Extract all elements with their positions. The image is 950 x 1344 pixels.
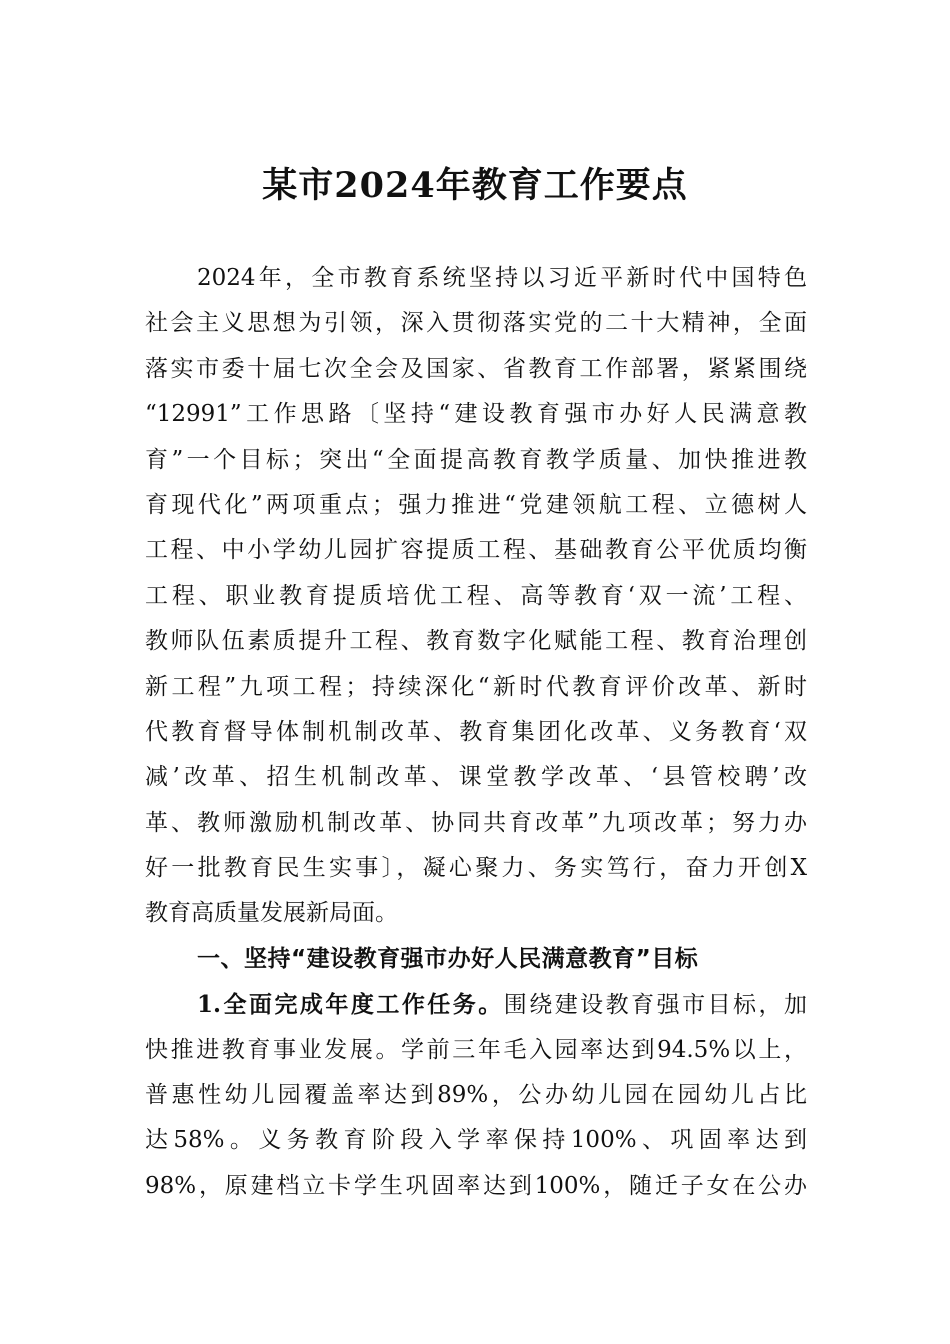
- intro-line: 育”一个目标；突出“全面提高教育教学质量、加快推进教: [145, 446, 807, 473]
- intro-line: 2024年，全市教育系统坚持以习近平新时代中国特色: [197, 265, 807, 291]
- intro-line: 社会主义思想为引领，深入贯彻落实党的二十大精神，全面: [145, 310, 807, 337]
- intro-line: 好一批教育民生实事〕，凝心聚力、务实笃行，奋力开创X: [145, 855, 807, 882]
- item-1-line: 达58%。义务教育阶段入学率保持100%、巩固率达到: [145, 1127, 807, 1154]
- document-body: [145, 256, 807, 1209]
- item-1-line: 普惠性幼儿园覆盖率达到89%，公办幼儿园在园幼儿占比: [145, 1082, 807, 1109]
- intro-line: 代教育督导体制机制改革、教育集团化改革、义务教育‘双: [145, 718, 807, 745]
- item-1-line: 快推进教育事业发展。学前三年毛入园率达到94.5%以上，: [145, 1036, 807, 1063]
- intro-line: 工程、职业教育提质培优工程、高等教育‘双一流’工程、: [145, 582, 807, 609]
- section-heading: 一、坚持“建设教育强市办好人民满意教育”目标: [197, 945, 699, 972]
- item-1-first-line-text: 围绕建设教育强市目标，加: [503, 992, 807, 1019]
- item-1-first-line: [145, 982, 807, 1027]
- intro-line: 革、教师激励机制改革、协同共育改革”九项改革；努力办: [145, 809, 807, 836]
- intro-line: 新工程”九项工程；持续深化“新时代教育评价改革、新时: [145, 673, 807, 700]
- intro-line: 教师队伍素质提升工程、教育数字化赋能工程、教育治理创: [145, 628, 807, 655]
- intro-line: 育现代化”两项重点；强力推进“党建领航工程、立德树人: [145, 491, 807, 518]
- item-1-line: 98%，原建档立卡学生巩固率达到100%，随迁子女在公办: [145, 1172, 807, 1199]
- intro-line: 工程、中小学幼儿园扩容提质工程、基础教育公平优质均衡: [145, 537, 807, 564]
- item-1-lead: 1.全面完成年度工作任务。: [197, 991, 504, 1019]
- intro-line: 落实市委十届七次全会及国家、省教育工作部署，紧紧围绕: [145, 355, 807, 382]
- intro-line: 减’改革、招生机制改革、课堂教学改革、‘县管校聘’改: [145, 764, 807, 791]
- document-title: 某市2024年教育工作要点: [262, 165, 688, 206]
- intro-line: “12991”工作思路〔坚持“建设教育强市办好人民满意教: [145, 401, 807, 428]
- intro-line: 教育高质量发展新局面。: [145, 900, 398, 927]
